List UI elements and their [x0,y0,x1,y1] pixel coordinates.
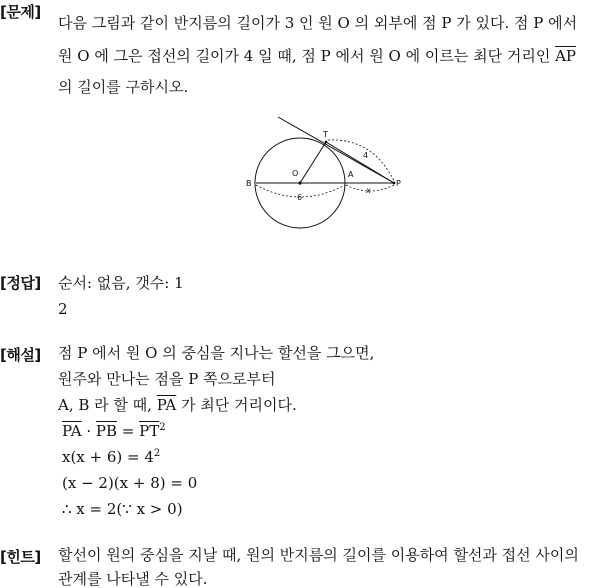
problem-line-2 [58,47,576,65]
eq2-exponent: 2 [153,448,161,459]
label-b: B [246,179,252,188]
problem-tag: [문제] [0,3,41,21]
problem-line-2-text: 원 O 에 그은 접선의 길이가 4 일 때, 점 P 에서 원 O 에 이르는 최단 거리인 [58,47,551,65]
eq1-exponent: 2 [159,422,166,433]
solution-line-1: 점 P 에서 원 O 의 중심을 지나는 할선을 그으면, [58,344,375,362]
label-x-length: x [366,186,371,195]
segment-pa-label: $\overline{PA}$ [156,396,177,414]
segment-ap-label: $\overline{AP}$ [555,47,577,65]
hint-line-1: 할선이 원의 중심을 지날 때, 원의 반지름의 길이를 이용하여 할선과 접선 사이의 [58,546,579,564]
equation-1: $\overline{PA} \cdot \overline{PB} = \overline{PT}^2$ [62,422,166,440]
problem-line-1: 다음 그림과 같이 반지름의 길이가 3 인 원 O 의 외부에 점 P 가 있다. 점 P 에서 [58,14,578,32]
solution-tag: [해설] [0,346,41,364]
answer-line-1: 순서: 없음, 갯수: 1 [58,274,184,292]
equation-4: ∴ x = 2(∵ x > 0) [62,500,183,518]
point-p [393,182,396,185]
label-t: T [323,130,328,139]
label-tangent-length: 4 [363,151,369,160]
segment-tp [326,142,394,183]
eq2-text: x(x + 6) = 4 [62,448,154,466]
hint-line-2: 관계를 나타낼 수 있다. [58,570,208,588]
point-o [298,181,301,184]
label-p: P [396,179,401,188]
solution-line-3-prefix: A, B 라 할 때, [58,396,157,414]
label-o: O [292,169,299,178]
problem-line-3: 의 길이를 구하시오. [58,78,189,96]
eq1-pb: $\overline{PB}$ [95,422,117,440]
equation-3: (x − 2)(x + 8) = 0 [62,474,198,492]
solution-line-3-suffix: 가 최단 거리이다. [176,396,297,414]
label-diameter-length: 6 [297,193,303,202]
hint-tag: [힌트] [0,548,41,566]
radius-ot [300,142,326,183]
equation-2 [62,448,160,466]
answer-line-2: 2 [58,300,68,318]
tangent-length-arc [328,140,394,181]
solution-line-2: 원주와 만나는 점을 P 쪽으로부터 [58,370,276,388]
geometry-figure [238,113,408,233]
eq1-pa: $\overline{PA}$ [62,422,82,440]
label-a: A [348,170,354,179]
eq1-pt: $\overline{PT}$ [139,422,160,440]
solution-line-3 [58,396,297,414]
answer-tag: [정답] [0,274,41,292]
point-t [325,141,328,144]
